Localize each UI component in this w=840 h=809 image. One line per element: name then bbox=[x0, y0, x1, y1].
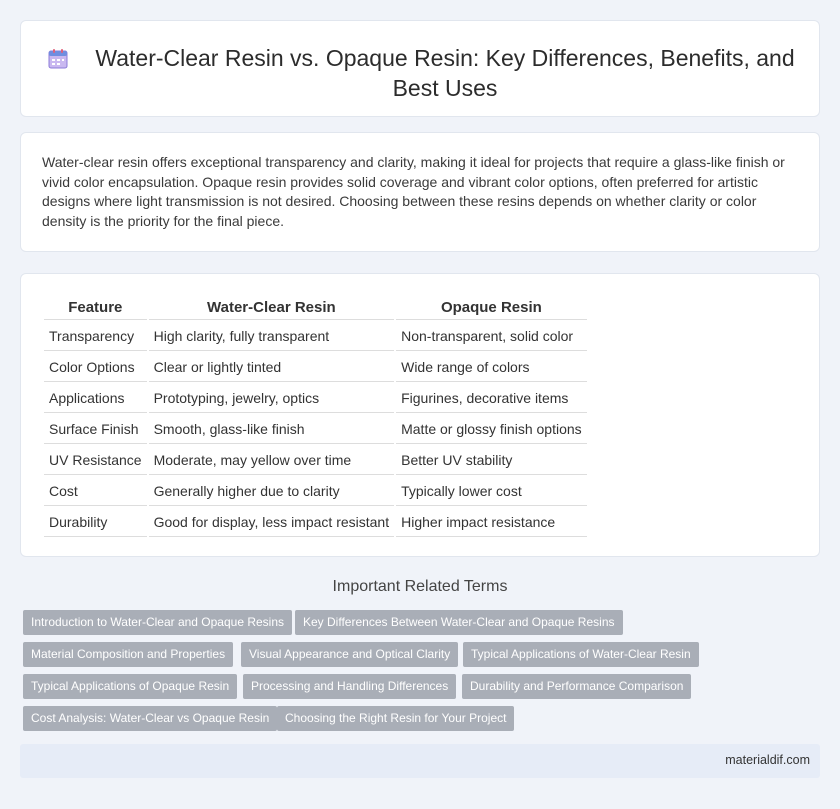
table-cell: Matte or glossy finish options bbox=[396, 415, 587, 444]
page-title: Water-Clear Resin vs. Opaque Resin: Key Differences, Benefits, and Best Uses bbox=[95, 45, 795, 101]
table-cell: Generally higher due to clarity bbox=[149, 477, 395, 506]
table-row bbox=[44, 353, 587, 382]
related-term-tag[interactable]: Durability and Performance Comparison bbox=[462, 674, 691, 699]
related-term-tag[interactable]: Typical Applications of Water-Clear Resin bbox=[463, 642, 699, 667]
table-cell: Applications bbox=[44, 384, 147, 413]
calendar-icon bbox=[47, 48, 69, 70]
table-row bbox=[44, 384, 587, 413]
table-cell: Typically lower cost bbox=[396, 477, 587, 506]
related-term-tag[interactable]: Cost Analysis: Water-Clear vs Opaque Resin bbox=[23, 706, 277, 731]
table-cell: Better UV stability bbox=[396, 446, 587, 475]
table-cell: Good for display, less impact resistant bbox=[149, 508, 395, 537]
table-row bbox=[44, 446, 587, 475]
table-cell: Prototyping, jewelry, optics bbox=[149, 384, 395, 413]
table-cell: Figurines, decorative items bbox=[396, 384, 587, 413]
table-cell: Clear or lightly tinted bbox=[149, 353, 395, 382]
intro-card bbox=[20, 132, 820, 252]
table-cell: UV Resistance bbox=[44, 446, 147, 475]
intro-paragraph: Water-clear resin offers exceptional transparency and clarity, making it ideal for projects that require a glass-like finish or vivid color encapsulation. Opaque resin provides solid coverage and vibrant color options, often preferred for artistic designs where light transmission is not desired. Choosing between these resins depends on whether clarity or color density is the priority for the final piece. bbox=[42, 154, 785, 229]
table-cell: Non-transparent, solid color bbox=[396, 322, 587, 351]
table-row bbox=[44, 477, 587, 506]
related-term-tag[interactable]: Visual Appearance and Optical Clarity bbox=[241, 642, 458, 667]
related-term-tag[interactable]: Material Composition and Properties bbox=[23, 642, 233, 667]
related-term-tag[interactable]: Key Differences Between Water-Clear and Opaque Resins bbox=[295, 610, 623, 635]
table-cell: High clarity, fully transparent bbox=[149, 322, 395, 351]
table-row bbox=[44, 322, 587, 351]
table-row bbox=[44, 508, 587, 537]
header-card bbox=[20, 20, 820, 117]
header-feature: Feature bbox=[44, 296, 147, 320]
footer-site-link[interactable]: materialdif.com bbox=[725, 753, 810, 767]
table-cell: Transparency bbox=[44, 322, 147, 351]
table-cell: Wide range of colors bbox=[396, 353, 587, 382]
related-term-tag[interactable]: Choosing the Right Resin for Your Project bbox=[277, 706, 514, 731]
related-term-tag[interactable]: Processing and Handling Differences bbox=[243, 674, 456, 699]
table-row bbox=[44, 415, 587, 444]
header-water-clear: Water-Clear Resin bbox=[149, 296, 395, 320]
table-cell: Surface Finish bbox=[44, 415, 147, 444]
related-terms-title: Important Related Terms bbox=[332, 578, 508, 595]
comparison-card bbox=[20, 273, 820, 557]
table-cell: Color Options bbox=[44, 353, 147, 382]
table-header-row bbox=[44, 296, 587, 320]
table-cell: Smooth, glass-like finish bbox=[149, 415, 395, 444]
table-cell: Cost bbox=[44, 477, 147, 506]
footer bbox=[20, 744, 820, 778]
table-cell: Moderate, may yellow over time bbox=[149, 446, 395, 475]
related-term-tag[interactable]: Typical Applications of Opaque Resin bbox=[23, 674, 237, 699]
table-cell: Higher impact resistance bbox=[396, 508, 587, 537]
header-opaque: Opaque Resin bbox=[396, 296, 587, 320]
related-term-tag[interactable]: Introduction to Water-Clear and Opaque Resins bbox=[23, 610, 292, 635]
table-cell: Durability bbox=[44, 508, 147, 537]
comparison-table bbox=[42, 294, 589, 539]
